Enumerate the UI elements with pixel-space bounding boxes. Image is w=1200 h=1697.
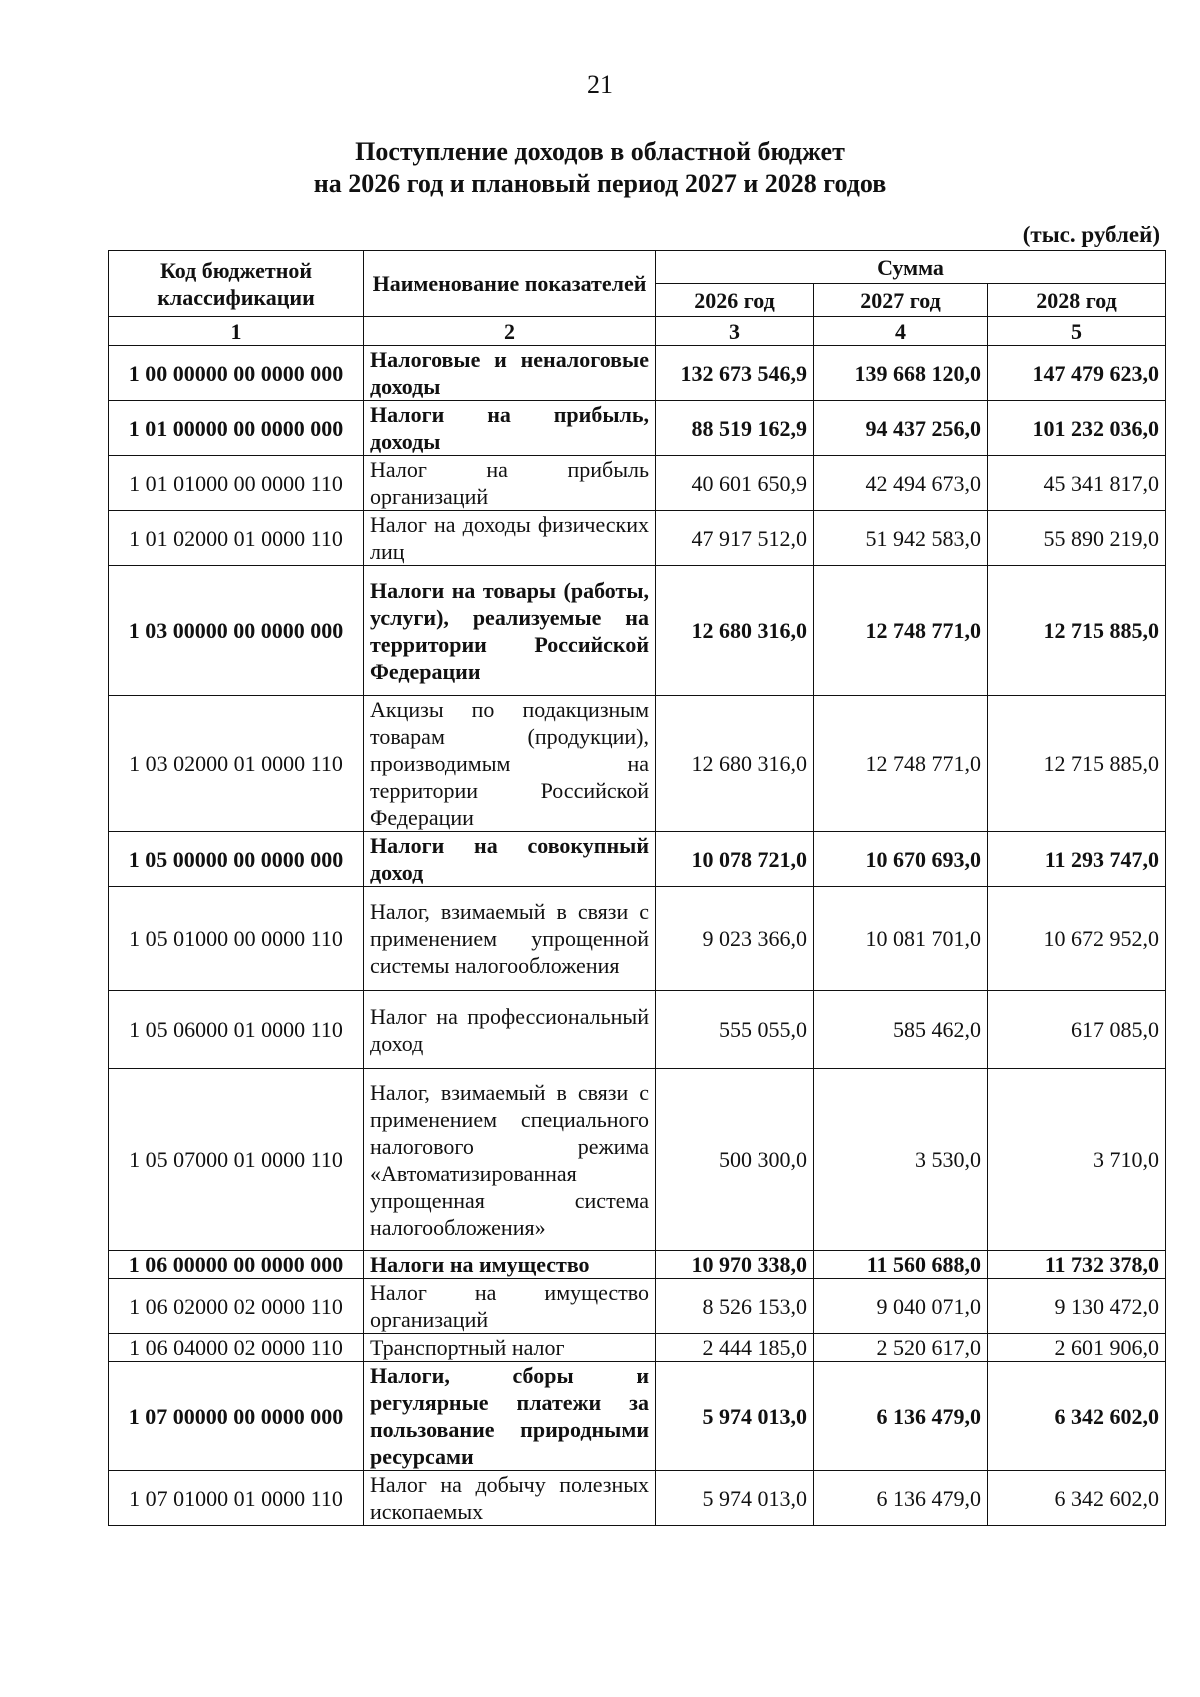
name-cell: Налоги на совокупный доход (364, 832, 656, 887)
name-cell: Налог на добычу полезных ископаемых (364, 1471, 656, 1526)
amount-2028-cell: 11 732 378,0 (988, 1251, 1166, 1279)
header-sum: Сумма (656, 251, 1166, 284)
table-row (109, 887, 1166, 991)
name-cell: Налог на имущество организаций (364, 1279, 656, 1334)
amount-2028-cell: 6 342 602,0 (988, 1471, 1166, 1526)
amount-2027-cell: 2 520 617,0 (814, 1334, 988, 1362)
title-line-2: на 2026 год и плановый период 2027 и 2028 годов (313, 169, 887, 198)
table-row (109, 566, 1166, 696)
code-cell: 1 01 01000 00 0000 110 (109, 456, 364, 511)
header-year-2026: 2026 год (656, 284, 814, 317)
header-year-2028: 2028 год (988, 284, 1166, 317)
code-cell: 1 06 04000 02 0000 110 (109, 1334, 364, 1362)
revenue-table (108, 250, 1166, 1526)
amount-2028-cell: 12 715 885,0 (988, 696, 1166, 832)
amount-2028-cell: 2 601 906,0 (988, 1334, 1166, 1362)
column-number: 1 (109, 317, 364, 346)
amount-2026-cell: 10 078 721,0 (656, 832, 814, 887)
amount-2027-cell: 6 136 479,0 (814, 1471, 988, 1526)
code-cell: 1 05 06000 01 0000 110 (109, 991, 364, 1069)
units-note: (тыс. рублей) (1022, 222, 1160, 247)
code-cell: 1 05 00000 00 0000 000 (109, 832, 364, 887)
code-cell: 1 00 00000 00 0000 000 (109, 346, 364, 401)
name-cell: Налог на доходы физических лиц (364, 511, 656, 566)
code-cell: 1 06 02000 02 0000 110 (109, 1279, 364, 1334)
amount-2028-cell: 12 715 885,0 (988, 566, 1166, 696)
amount-2027-cell: 10 081 701,0 (814, 887, 988, 991)
name-cell: Акцизы по подакцизным товарам (продукции), производимым на территории Российской Федерации (364, 696, 656, 832)
amount-2028-cell: 147 479 623,0 (988, 346, 1166, 401)
amount-2027-cell: 10 670 693,0 (814, 832, 988, 887)
table-row (109, 1362, 1166, 1471)
code-cell: 1 07 01000 01 0000 110 (109, 1471, 364, 1526)
table-row (109, 456, 1166, 511)
amount-2028-cell: 10 672 952,0 (988, 887, 1166, 991)
amount-2026-cell: 12 680 316,0 (656, 566, 814, 696)
amount-2027-cell: 12 748 771,0 (814, 566, 988, 696)
column-number: 2 (364, 317, 656, 346)
column-number: 3 (656, 317, 814, 346)
amount-2027-cell: 51 942 583,0 (814, 511, 988, 566)
header-code: Код бюджетной классификации (109, 251, 364, 317)
amount-2027-cell: 42 494 673,0 (814, 456, 988, 511)
amount-2028-cell: 3 710,0 (988, 1069, 1166, 1251)
amount-2027-cell: 6 136 479,0 (814, 1362, 988, 1471)
name-cell: Налог, взимаемый в связи с применением специального налогового режима «Автоматизированная упрощенная система налогообложения» (364, 1069, 656, 1251)
table-row (109, 511, 1166, 566)
table-body (109, 346, 1166, 1526)
table-row (109, 696, 1166, 832)
amount-2028-cell: 101 232 036,0 (988, 401, 1166, 456)
amount-2026-cell: 88 519 162,9 (656, 401, 814, 456)
amount-2026-cell: 5 974 013,0 (656, 1471, 814, 1526)
amount-2028-cell: 45 341 817,0 (988, 456, 1166, 511)
header-name: Наименование показателей (364, 251, 656, 317)
amount-2027-cell: 12 748 771,0 (814, 696, 988, 832)
name-cell: Налоговые и неналоговые доходы (364, 346, 656, 401)
amount-2026-cell: 500 300,0 (656, 1069, 814, 1251)
amount-2026-cell: 132 673 546,9 (656, 346, 814, 401)
title-line-1: Поступление доходов в областной бюджет (355, 137, 845, 166)
amount-2028-cell: 6 342 602,0 (988, 1362, 1166, 1471)
amount-2026-cell: 5 974 013,0 (656, 1362, 814, 1471)
amount-2026-cell: 47 917 512,0 (656, 511, 814, 566)
amount-2027-cell: 585 462,0 (814, 991, 988, 1069)
document-title (0, 136, 1200, 200)
amount-2026-cell: 12 680 316,0 (656, 696, 814, 832)
table-row (109, 1334, 1166, 1362)
code-cell: 1 05 07000 01 0000 110 (109, 1069, 364, 1251)
header-year-2027: 2027 год (814, 284, 988, 317)
name-cell: Налоги на прибыль, доходы (364, 401, 656, 456)
amount-2027-cell: 9 040 071,0 (814, 1279, 988, 1334)
amount-2027-cell: 94 437 256,0 (814, 401, 988, 456)
amount-2028-cell: 11 293 747,0 (988, 832, 1166, 887)
amount-2026-cell: 10 970 338,0 (656, 1251, 814, 1279)
table-row (109, 346, 1166, 401)
column-numbers-row (109, 317, 1166, 346)
amount-2026-cell: 40 601 650,9 (656, 456, 814, 511)
code-cell: 1 03 02000 01 0000 110 (109, 696, 364, 832)
table-row (109, 1471, 1166, 1526)
name-cell: Налоги, сборы и регулярные платежи за пользование природными ресурсами (364, 1362, 656, 1471)
table-row (109, 1279, 1166, 1334)
column-number: 4 (814, 317, 988, 346)
table-row (109, 1069, 1166, 1251)
code-cell: 1 03 00000 00 0000 000 (109, 566, 364, 696)
table-row (109, 401, 1166, 456)
code-cell: 1 01 02000 01 0000 110 (109, 511, 364, 566)
amount-2027-cell: 11 560 688,0 (814, 1251, 988, 1279)
amount-2028-cell: 617 085,0 (988, 991, 1166, 1069)
table-row (109, 832, 1166, 887)
amount-2028-cell: 55 890 219,0 (988, 511, 1166, 566)
amount-2026-cell: 8 526 153,0 (656, 1279, 814, 1334)
page-number: 21 (587, 70, 613, 99)
table-row (109, 991, 1166, 1069)
amount-2026-cell: 9 023 366,0 (656, 887, 814, 991)
name-cell: Налог на профессиональный доход (364, 991, 656, 1069)
amount-2027-cell: 139 668 120,0 (814, 346, 988, 401)
table-row (109, 1251, 1166, 1279)
code-cell: 1 06 00000 00 0000 000 (109, 1251, 364, 1279)
amount-2026-cell: 555 055,0 (656, 991, 814, 1069)
column-number: 5 (988, 317, 1166, 346)
name-cell: Налог на прибыль организаций (364, 456, 656, 511)
name-cell: Транспортный налог (364, 1334, 656, 1362)
name-cell: Налоги на товары (работы, услуги), реализуемые на территории Российской Федерации (364, 566, 656, 696)
name-cell: Налоги на имущество (364, 1251, 656, 1279)
code-cell: 1 05 01000 00 0000 110 (109, 887, 364, 991)
code-cell: 1 01 00000 00 0000 000 (109, 401, 364, 456)
code-cell: 1 07 00000 00 0000 000 (109, 1362, 364, 1471)
amount-2027-cell: 3 530,0 (814, 1069, 988, 1251)
name-cell: Налог, взимаемый в связи с применением упрощенной системы налогообложения (364, 887, 656, 991)
amount-2026-cell: 2 444 185,0 (656, 1334, 814, 1362)
amount-2028-cell: 9 130 472,0 (988, 1279, 1166, 1334)
